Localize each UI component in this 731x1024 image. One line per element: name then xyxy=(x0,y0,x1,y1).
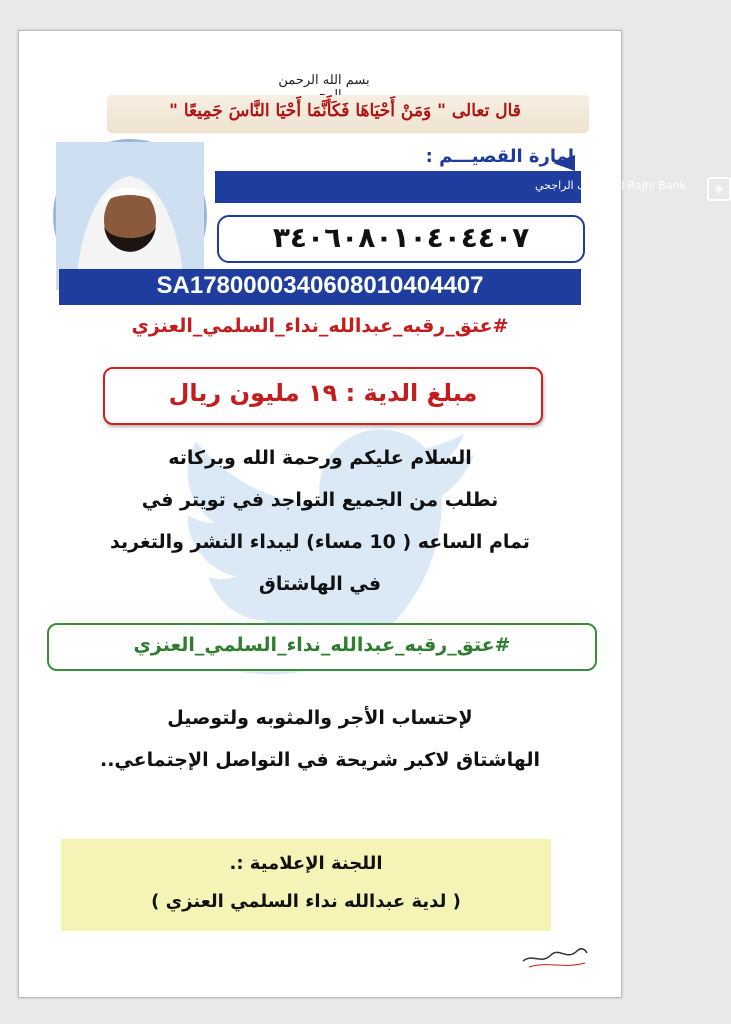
diya-box xyxy=(103,367,543,425)
region-label: إمارة القصيـــم : xyxy=(425,146,574,167)
person-portrait xyxy=(56,142,204,290)
message-line-2: نطلب من الجميع التواجد في تويتر في xyxy=(141,489,499,511)
closing-line-2: الهاشتاق لاكبر شريحة في التواصل الإجتماعي.. xyxy=(99,749,540,771)
signature-mark xyxy=(519,931,589,971)
closing-line-1: لإحتساب الأجر والمثوبه ولتوصيل xyxy=(167,707,473,729)
iban: SA1780000340608010404407 xyxy=(156,272,484,299)
quran-verse: قال تعالى " وَمَنْ أَحْيَاهَا فَكَأَنَّمَا أَحْيَا النَّاسَ جَمِيعًا " xyxy=(169,101,521,121)
hashtag-boxed: #عتق_رقبه_عبدالله_نداء_السلمي_العنزي xyxy=(133,634,511,656)
hashtag-top: #عتق_رقبه_عبدالله_نداء_السلمي_العنزي xyxy=(131,315,509,337)
bank-bar xyxy=(215,171,724,203)
committee-note xyxy=(61,839,551,931)
message-line-1: السلام عليكم ورحمة الله وبركاته xyxy=(168,447,472,469)
committee-title: اللجنة الإعلامية :. xyxy=(229,853,383,874)
hashtag-box xyxy=(47,623,597,671)
iban-bar xyxy=(59,269,581,305)
bank-logo-icon: ◈ xyxy=(707,177,731,201)
basmala: بسم الله الرحمن xyxy=(278,73,370,88)
message-line-3: تمام الساعه ( 10 مساء) ليبداء النشر والتغريد xyxy=(110,531,530,553)
account-number: ٣٤٠٦٠٨٠١٠٤٠٤٤٠٧ xyxy=(272,221,530,254)
poster xyxy=(18,30,724,998)
account-number-box xyxy=(217,215,585,263)
diya-amount: مبلغ الدية : ١٩ مليون ريال xyxy=(168,379,478,407)
message-line-4: في الهاشتاق xyxy=(258,573,382,595)
committee-name: ( لدية عبدالله نداء السلمي العنزي ) xyxy=(151,891,461,912)
bank-name: مصرف الراجحي Al Rajhi Bank xyxy=(535,179,686,192)
